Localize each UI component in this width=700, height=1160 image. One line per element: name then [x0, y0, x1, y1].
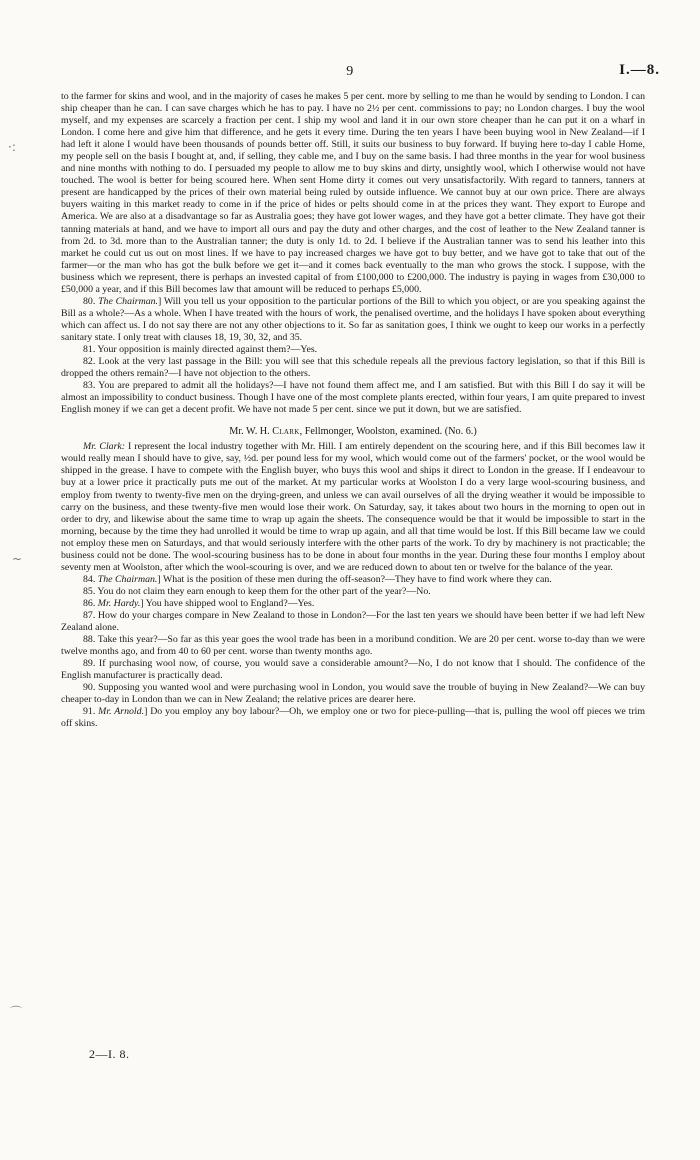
clark-statement [61, 441, 645, 574]
speaker-label: The Chairman. [97, 573, 158, 585]
margin-mark-bottom: ⌒ [10, 1005, 23, 1019]
statement-text: I represent the local industry together with Mr. Hill. I am entirely dependent on the scouring here, and if this Bill becomes law it would really mean I should have to give, say, ½d. per pound less for my wool, which would come out of the farmers' pocket, or the wool would be shipped in the grease. I have to compete with the English buyer, who buys this wool and ships it direct to London in the grease. If I endeavour to buy at a lower price it practically puts me out of the market. At my particular works at Woolston I do a very large wool-scouring business, and employ from twenty to twenty-five men on the drying-green, and unless we can avail ourselves of all the drying weather it would be impossible to carry on the business, and these twenty-five men would lose their work. On Saturday, say, it takes about two hours in the morning to open out in order to dry, and likewise about the same time to wrap up again the sheets. The consequence would be that it would be impossible to start in the morning, because by the time they had unrolled it would be time to wrap up again, and all that time would be lost. If this Bill became law we could not employ these men on Saturdays, and that would seriously interfere with the other parts of the work. To dry by machinery is not practicable; the business could not be done. The wool-scouring business has to be done in about four months in the year. During these four months I employ about seventy men at Woolston, after which the wool-scouring is over, and we are reduced down to about ten or twelve for the balance of the year. [61, 441, 646, 573]
question-81: 81. Your opposition is mainly directed against them?—Yes. [83, 343, 318, 355]
question-number: 91. [83, 706, 99, 718]
speaker-label: Mr. Clark: [83, 441, 126, 453]
heading-prefix: Mr. W. H. [229, 426, 273, 438]
paragraph-intro: to the farmer for skins and wool, and in the majority of cases he makes 5 per cent. more by selling to me than he would by sending to London. I can ship cheaper than he can. I can save charges which he has to pay. I have no 2½ per cent. commissions to pay; no London charges. I buy the wool myself, and my expenses are scarcely a fraction per cent. I ship my wool and land it in our own store cheaper than he can put it on a wharf in London. I come here and give him that difference, and he gets it every time. During the ten years I have been buying wool in New Zealand—if I had left it alone I would have been thousands of pounds better off. Still, it suits our business to buy forward. If buying here to-day I cable Home, my people sell on the basis I bought at, and, if selling, they cable me, and I buy on the same basis. I had three months in the year for wool business and nine months with nothing to do. I persuaded my people to allow me to buy skins and dirty, unsightly wool, which I otherwise would not have touched. The wool is better for being scoured here. When sent Home dirty it comes out very unsatisfactorily. With regard to tanners, tanners at present are handicapped by the prices of their own material being ruled by outside influence. We cannot buy at our own price. There are always buyers waiting in this market ready to come in if the price of hides or pelts should come in at the prices they want. They export to Europe and America. We are also at a disadvantage so far as Australia goes; they have got lower wages, and they have got a better climate. They have got their tanning materials at hand, and we have to import all ours and pay the duty and other charges, and the cost of leather to the New Zealand tanner is from 2d. to 3d. more than to the Australian tanner; the duty is only 1d. to 2d. I believe if the Australian tanner was to send his leather into this market he could cut us out on most lines. If we have to pay increased charges we have got to buy better, and we have got to take that out of the farmer—or the man who has got the bulk before we get it—and it comes back eventually to the man who grows the stock. I suppose, with the business which we represent, there is perhaps an invested capital of from £100,000 to £200,000. The industry is paying in wages from £30,000 to £50,000 a year, and if this Bill becomes law that amount will be reduced to perhaps £5,000. [61, 91, 645, 295]
heading-suffix: , Fellmonger, Woolston, examined. (No. 6.) [299, 426, 477, 438]
question-83: 83. You are prepared to admit all the holidays?—I have not found them affect me, and I am satisfied. But with this Bill I do say it will be almost an impossibility to conduct business. Though I have one of the most complete plants erected, within four years, I am quite prepared to invest English money if we can get a decent profit. We have not made 5 per cent. since we put it down, but we are satisfied. [61, 380, 645, 416]
question-text: ] Do you employ any boy labour?—Oh, we employ one or two for piece-pulling—that is, pulling the wool off pieces we trim off skins. [61, 706, 646, 730]
question-number: 84. [83, 573, 98, 585]
question-85: 85. You do not claim they earn enough to keep them for the other part of the year?—No. [83, 585, 431, 597]
question-88: 88. Take this year?—So far as this year goes the wool trade has been in a moribund condition. We are 20 per cent. worse to-day than we were twelve months ago, and from 40 to 60 per cent. worse than twenty months ago. [61, 634, 645, 658]
witness-name: Clark [272, 426, 300, 438]
question-text: ] What is the position of these men during the off-season?—They have to find work where they can. [157, 573, 552, 585]
speaker-label: Mr. Arnold. [98, 706, 145, 718]
question-80 [61, 296, 645, 344]
footer-signature: 2—I. 8. [89, 1047, 130, 1061]
document-body [61, 91, 645, 730]
page-number: 9 [346, 64, 354, 79]
question-87: 87. How do your charges compare in New Zealand to those in London?—For the last ten years we should have been better if we had left New Zealand alone. [61, 609, 645, 634]
question-text: ] You have shipped wool to England?—Yes. [140, 597, 315, 609]
speaker-label: Mr. Hardy. [97, 597, 141, 609]
question-86 [61, 598, 645, 610]
question-number: 80. [83, 295, 99, 307]
page-reference: I.—8. [619, 62, 660, 78]
margin-mark-middle: ~ [12, 552, 23, 566]
speaker-label: The Chairman. [98, 295, 158, 307]
question-text: ] Will you tell us your opposition to the particular portions of the Bill to which you object, or are you speaking against the Bill as a whole?—As a whole. When I have treated with the hours of work, the penalised overtime, and the holidays I have spoken about everything which can affect us. I do not say there are not any other objections to it. So far as sanitation goes, I think we ought to keep our works in a perfectly sanitary state. I only treat with clauses 18, 19, 30, 32, and 35. [61, 295, 645, 343]
question-89: 89. If purchasing wool now, of course, you would save a considerable amount?—No, I do not know that I should. The confidence of the English manufacturer is practically dead. [61, 658, 645, 682]
question-84 [61, 574, 645, 586]
witness-heading [61, 426, 645, 438]
question-number: 86. [83, 597, 98, 609]
question-82: 82. Look at the very last passage in the Bill: you will see that this schedule repeals all the previous factory legislation, so that if this Bill is dropped the others remain?—I have not objection to the others. [61, 356, 645, 380]
question-90: 90. Supposing you wanted wool and were purchasing wool in London, you would save the trouble of buying in New Zealand?—We can buy cheaper to-day in London than we can in New Zealand; the relative prices are dearer here. [61, 682, 645, 706]
question-91 [61, 706, 645, 730]
margin-mark-top: ·: [8, 140, 16, 154]
